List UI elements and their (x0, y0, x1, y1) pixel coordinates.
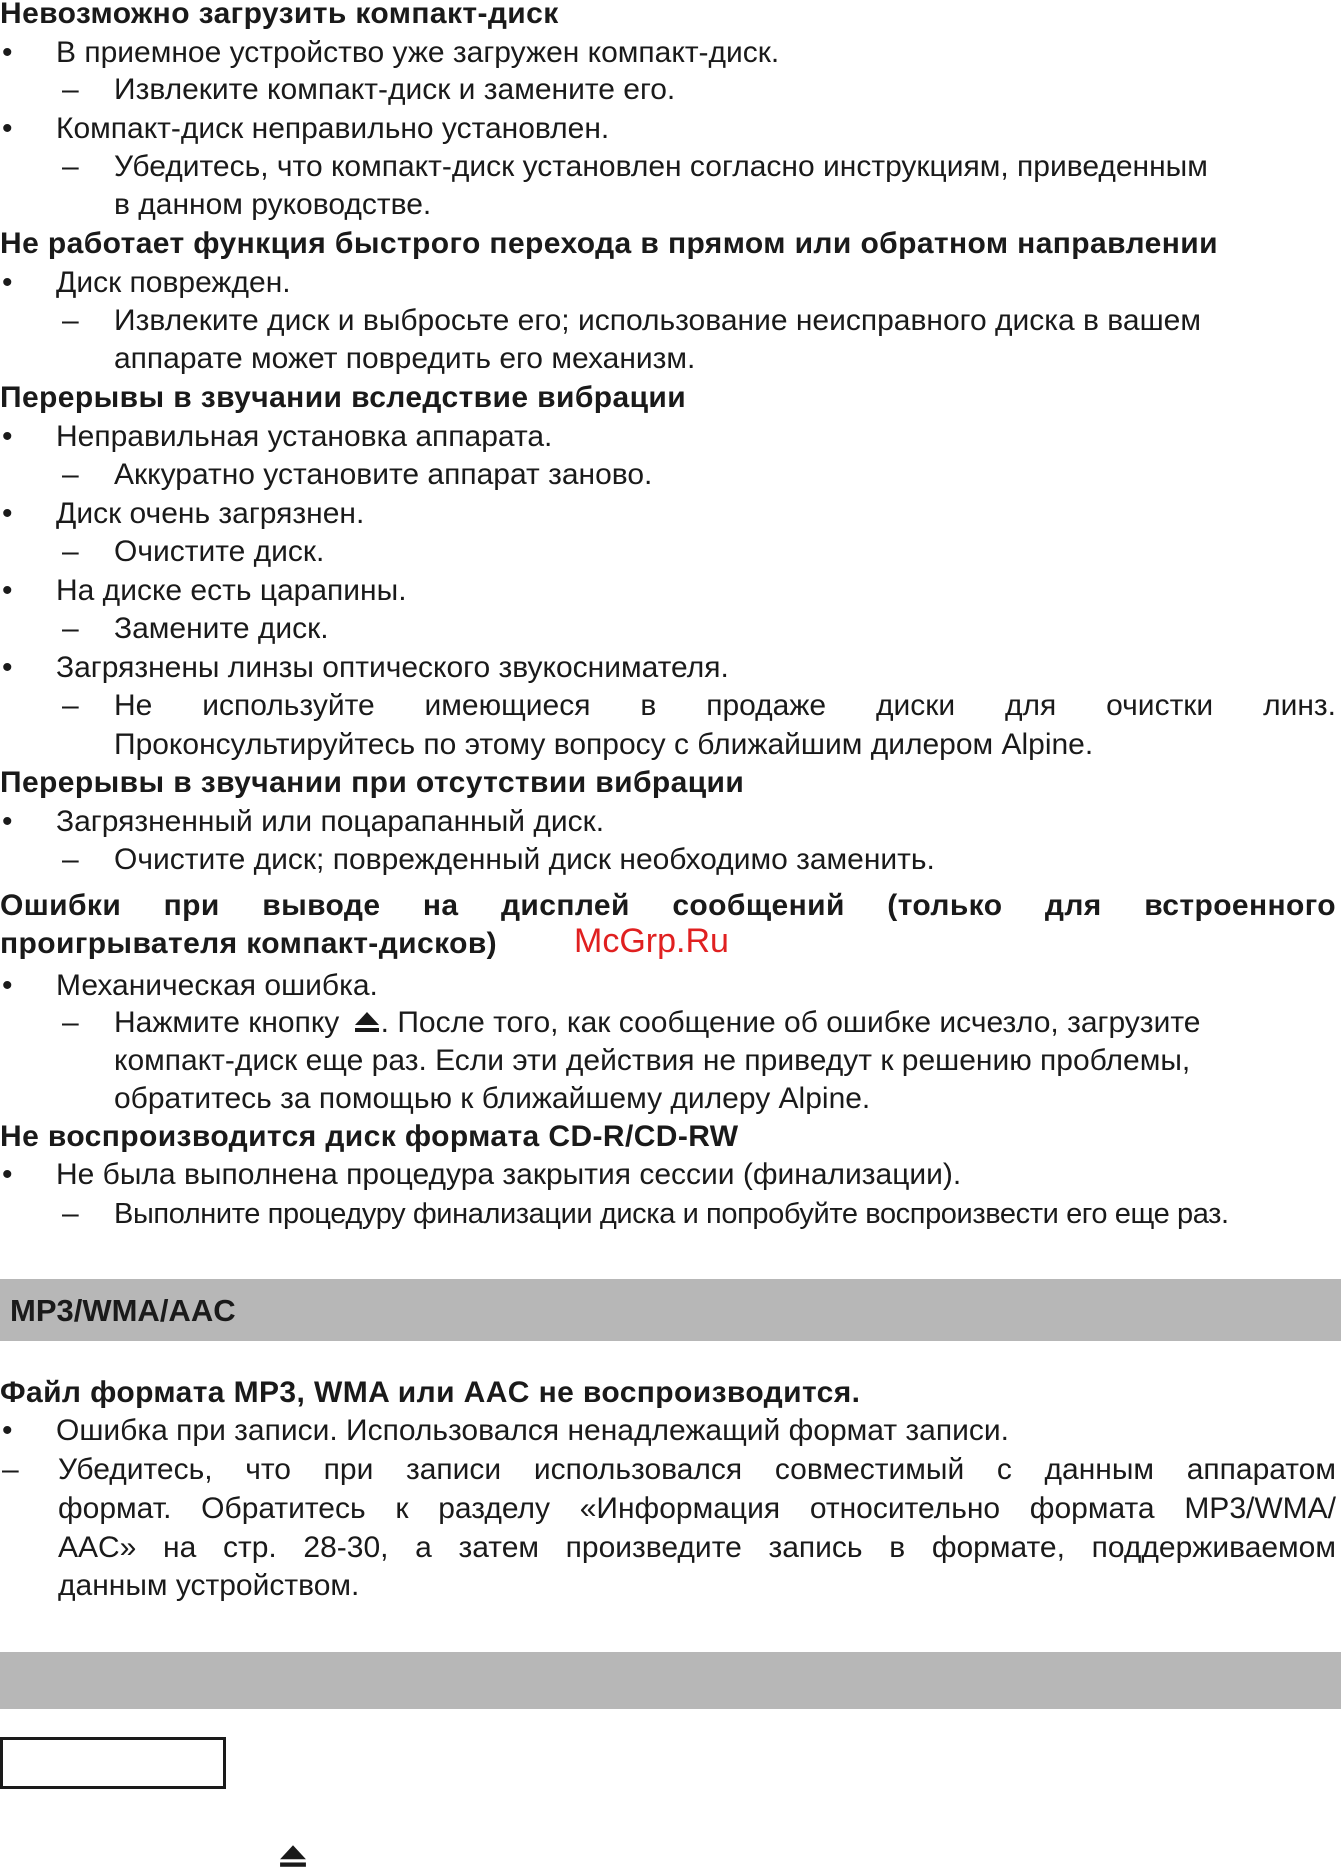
section-heading: Ошибки при выводе на дисплей сообщений (только для встроенного (0, 889, 1336, 922)
dash-glyph: – (62, 843, 79, 876)
bullet-glyph: • (2, 1158, 13, 1191)
item-text: Ошибка при записи. Использовался ненадлежащий формат записи. (56, 1414, 1009, 1447)
item-text: Неправильная установка аппарата. (56, 420, 553, 453)
bullet-glyph: • (2, 497, 13, 530)
item-text: Диск поврежден. (56, 266, 291, 299)
dash-glyph: – (62, 458, 79, 491)
section-band-empty (0, 1652, 1341, 1709)
bullet-glyph: • (2, 112, 13, 145)
bullet-glyph: • (2, 266, 13, 299)
item-text-part: Нажмите кнопку (114, 1006, 340, 1039)
dash-glyph: – (62, 689, 79, 722)
item-text: Замените диск. (114, 612, 329, 645)
section-band-title: MP3/WMA/AAC (10, 1293, 236, 1328)
item-text: На диске есть царапины. (56, 574, 407, 607)
eject-icon (354, 1011, 380, 1033)
item-text: В приемное устройство уже загружен компакт-диск. (56, 36, 780, 69)
item-text: Механическая ошибка. (56, 969, 378, 1002)
item-text: Очистите диск. (114, 535, 325, 568)
item-continuation: данным устройством. (58, 1569, 360, 1602)
item-text: Диск очень загрязнен. (56, 497, 365, 530)
section-heading: Не воспроизводится диск формата CD-R/CD-RW (0, 1120, 739, 1153)
bullet-glyph: • (2, 420, 13, 453)
section-heading: Перерывы в звучании при отсутствии вибрации (0, 766, 745, 799)
section-heading-continuation: проигрывателя компакт-дисков) (0, 927, 498, 960)
section-heading: Файл формата MP3, WMA или AAC не воспроизводится. (0, 1376, 861, 1409)
item-continuation: обратитесь за помощью к ближайшему дилеру Alpine. (114, 1082, 871, 1115)
item-text: Компакт-диск неправильно установлен. (56, 112, 610, 145)
watermark: McGrp.Ru (574, 922, 729, 960)
dash-glyph: – (2, 1453, 19, 1486)
item-text: Аккуратно установите аппарат заново. (114, 458, 653, 491)
item-text: Не используйте имеющиеся в продаже диски для очистки линз. (114, 689, 1336, 722)
bullet-glyph: • (2, 651, 13, 684)
bullet-glyph: • (2, 574, 13, 607)
item-text: Выполните процедуру финализации диска и попробуйте воспроизвести его еще раз. (114, 1198, 1229, 1230)
dash-glyph: – (62, 73, 79, 106)
item-text: Извлеките компакт-диск и замените его. (114, 73, 676, 106)
dash-glyph: – (62, 535, 79, 568)
dash-glyph: – (62, 150, 79, 183)
item-text: Убедитесь, что при записи использовался совместимый с данным аппаратом (58, 1453, 1336, 1486)
section-band (0, 1279, 1341, 1341)
dash-glyph: – (62, 1197, 79, 1230)
item-continuation: Проконсультируйтесь по этому вопросу с ближайшим дилером Alpine. (114, 728, 1094, 761)
item-text: Очистите диск; поврежденный диск необходимо заменить. (114, 843, 935, 876)
item-continuation: формат. Обратитесь к разделу «Информация относительно формата MP3/WMA/ (58, 1492, 1336, 1525)
item-text: Загрязнены линзы оптического звукоснимателя. (56, 651, 729, 684)
item-text: Убедитесь, что компакт-диск установлен согласно инструкциям, приведенным (114, 150, 1208, 183)
item-text: Не была выполнена процедура закрытия сессии (финализации). (56, 1158, 962, 1191)
item-continuation: аппарате может повредить его механизм. (114, 342, 696, 375)
section-heading: Невозможно загрузить компакт-диск (0, 0, 559, 30)
outlined-box (0, 1737, 226, 1789)
item-text-part: . После того, как сообщение об ошибке исчезло, загрузите (380, 1006, 1201, 1039)
eject-icon (279, 1843, 307, 1869)
dash-glyph: – (62, 1006, 79, 1039)
item-text: Загрязненный или поцарапанный диск. (56, 805, 605, 838)
item-continuation: в данном руководстве. (114, 188, 432, 221)
item-continuation: AAC» на стр. 28-30, а затем произведите запись в формате, поддерживаемом (58, 1531, 1336, 1564)
item-text (114, 1005, 1200, 1041)
item-text: Извлеките диск и выбросьте его; использование неисправного диска в вашем (114, 304, 1201, 337)
bullet-glyph: • (2, 969, 13, 1002)
bullet-glyph: • (2, 36, 13, 69)
dash-glyph: – (62, 304, 79, 337)
dash-glyph: – (62, 612, 79, 645)
bullet-glyph: • (2, 1414, 13, 1447)
bullet-glyph: • (2, 805, 13, 838)
section-heading: Перерывы в звучании вследствие вибрации (0, 381, 687, 414)
item-continuation: компакт-диск еще раз. Если эти действия не приведут к решению проблемы, (114, 1044, 1191, 1077)
section-heading: Не работает функция быстрого перехода в прямом или обратном направлении (0, 227, 1218, 260)
